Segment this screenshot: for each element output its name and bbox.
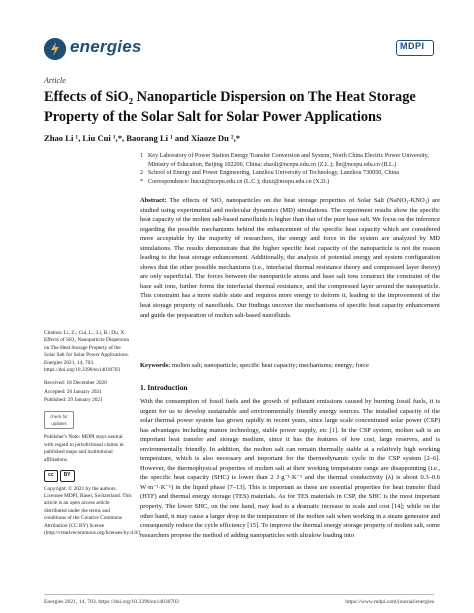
- introduction-text: With the consumption of fossil fuels and the growth of pollutant emissions caused by burning fossil fuels, it is urgent for us to develop sustainable and environmentally friendly energy sources. The installed capacity of the solar thermal power system has grown rapidly in recent years, since large scale concentrated solar power (CSP) has advantages including mature technology, stable power supply, etc [1]. In the CSP system, molten salt is an important heat transfer and storage medium, since it has the features of low cost, large reserves, and is environmentally friendly. In addition, the molten salt can remain thermally stable at a relatively high working temperature, which is also necessary and important for the thermodynamic cycle in the CSP system [2–6]. However, the thermophysical properties of molten salt at their working temperature range are disappointing (i.e., the specific heat capacity (SHC) is lower than 2 J·g⁻¹·K⁻¹ and the thermal conductivity (λ) is about 0.3–0.6 W·m⁻¹·K⁻¹) in the liquid phase [7–13]. This is important as these are essential properties for heat transfer fluid (HTF) and thermal energy storage (TES) materials. As for TES materials in CSP, the SHC is the most important property. The lower SHC, on the one hand, may lead to a dramatic increase in scale and cost [14]; while on the other hand, it may cause a larger drop in the temperature of the molten salt when working in a steam generator and consequently reduce the cycle efficiency [15]. To improve the thermal energy storage property of molten salt, some researchers propose the method of adding nanoparticles with ultralow loading into: [140, 398, 440, 539]
- abstract-label: Abstract:: [140, 197, 167, 204]
- journal-name[interactable]: energies: [70, 37, 142, 56]
- affiliation-2: [140, 169, 440, 178]
- affiliation-text: School of Energy and Power Engineering, Lanzhou University of Technology, Lanzhou 730050, China: [148, 170, 399, 177]
- check-for-updates-badge[interactable]: check for updates: [44, 411, 74, 430]
- footer-citation[interactable]: Energies 2021, 14, 703. https://doi.org/10.3390/en14030703: [44, 599, 179, 605]
- section-heading-introduction: 1. Introduction: [140, 383, 188, 392]
- keywords-text: molten salt; nanoparticle; specific heat capacity; mechanisms; energy; force: [171, 362, 369, 369]
- mdpi-logo-text: MDPI: [400, 41, 425, 51]
- journal-logo-icon: [44, 38, 66, 60]
- correspondence-text[interactable]: Correspondence: liucui@ncepu.edu.cn (L.C.); duxz@ncepu.edu.cn (X.D.): [148, 178, 330, 185]
- mdpi-logo[interactable]: [396, 40, 434, 54]
- publisher-note: Publisher's Note: MDPI stays neutral with regard to jurisdictional claims in published maps and institutional affiliations.: [44, 434, 124, 463]
- footer-divider: [44, 594, 434, 595]
- copyright[interactable]: Copyright: © 2021 by the authors. Licensee MDPI, Basel, Switzerland. This article is an open access article distributed under the terms and conditions of the Creative Commons Attribution (CC BY) license (http://creativecommons.org/licenses/by/4.0/).: [44, 485, 142, 536]
- published-date: Published: 29 January 2021: [44, 397, 103, 404]
- page-footer: [44, 599, 434, 605]
- affiliation-mark: *: [140, 178, 144, 185]
- citation[interactable]: Citation: Li, Z.; Cui, L.; Li, B.; Du, X. Effects of SiO₂ Nanoparticle Dispersion on The Heat Storage Property of the Solar Salt for Solar Power Applications. Energies 2021, 14, 703. https://doi.org/10.3390/en14030703: [44, 330, 130, 374]
- keywords-label: Keywords:: [140, 362, 171, 369]
- author-list: Zhao Li ¹, Liu Cui ¹,*, Baorang Li ¹ and Xiaoze Du ²,*: [44, 133, 241, 143]
- received-date: Received: 18 December 2020: [44, 380, 107, 387]
- affiliation-1: [140, 152, 440, 169]
- paper-title: Effects of SiO₂ Nanoparticle Dispersion on The Heat Storage Property of the Solar Salt for Solar Power Applications: [44, 89, 416, 125]
- sidebar: [44, 330, 142, 543]
- abstract: [140, 196, 440, 320]
- keywords: [140, 361, 440, 370]
- correspondence: [140, 178, 440, 187]
- affiliation-mark: 1: [140, 153, 144, 159]
- abstract-text: The effects of SiO₂ nanoparticles on the heat storage properties of Solar Salt (NaNO₃-KNO₃) are studied using experimental and molecular dynamics (MD) simulations. The experiment results show the specific heat capacity of the molten salt-based nanofluids is higher than that of the pure base salt. We focus on the inference regarding the possible mechanisms behind the enhancement of the specific heat capacity which are considered more acceptable by the majority of researchers, the energy and force in the system are analyzed by MD simulations. The results demonstrate that the higher specific heat capacity of the nanoparticle is not the reason leading to the heat storage enhancement. Additionally, the analysis of potential energy and system configuration shows that the other possible mechanisms (i.e., interfacial thermal resistance theory and compressed layer theory) are only superficial. The forces between the nanoparticle atoms and base salt ions construct the constraint of the base salt ions, further forms the interfacial thermal resistance, and the compressed layer around the nanoparticle. This constraint has a more stable state and requires more energy to deform it, leading to the improvement of the heat storage property of nanofluids. Our findings uncover the mechanisms of specific heat capacity enhancement and guide the preparation of molten salt-based nanofluids.: [140, 197, 440, 319]
- affiliation-mark: 2: [140, 170, 144, 177]
- by-icon: BY: [60, 470, 75, 481]
- article-type: Article: [44, 76, 66, 85]
- accepted-date: Accepted: 26 January 2021: [44, 388, 102, 395]
- affiliation-text[interactable]: Key Laboratory of Power Station Energy Transfer Conversion and System, North China Electric Power University, Ministry of Education, Beijing 102206, China; zhaoli@ncepu.edu.cn (Z.L.); lbr@ncepu.edu.cn (B.L.): [148, 153, 429, 168]
- cc-license-badge[interactable]: [44, 470, 132, 481]
- footer-journal-url[interactable]: https://www.mdpi.com/journal/energies: [345, 599, 434, 605]
- affiliations: [140, 152, 440, 186]
- cc-icon: cc: [44, 470, 58, 481]
